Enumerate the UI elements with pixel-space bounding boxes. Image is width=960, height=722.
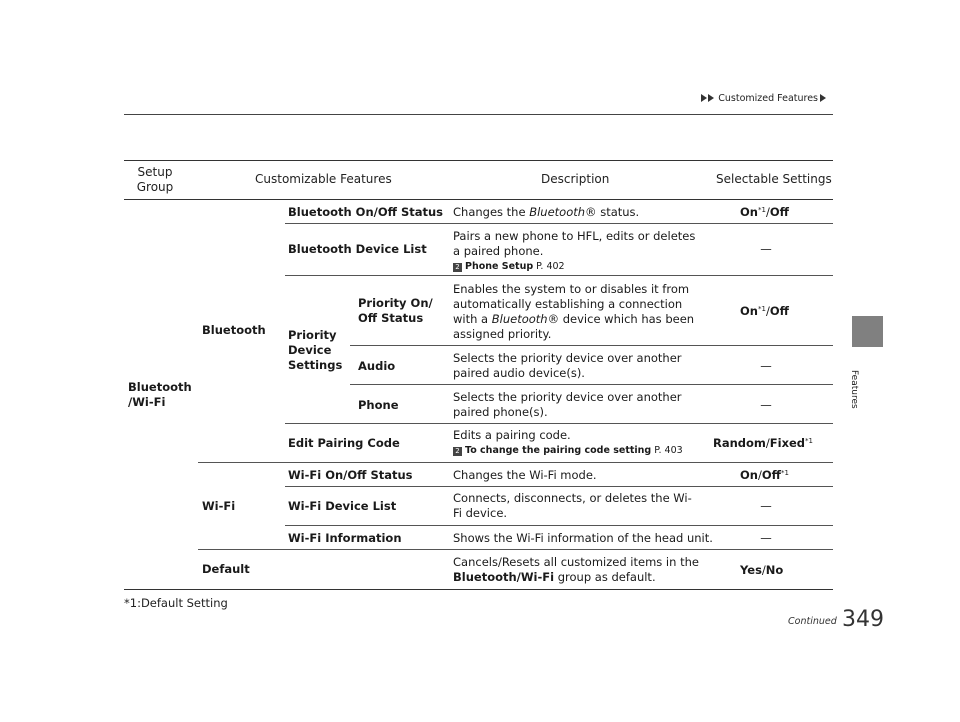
feature-wifi-information: Wi-Fi Information [288,531,402,545]
feature-priority-audio: Audio [358,359,396,373]
desc-bluetooth-status: Changes the Bluetooth® status. [453,205,640,219]
feature-bluetooth-status: Bluetooth On/Off Status [288,205,444,219]
group-bluetooth-wifi: Bluetooth /Wi-Fi [128,380,192,409]
row-divider [285,486,833,487]
page-number: 349 [842,607,884,632]
subgroup-wifi: Wi-Fi [202,499,236,513]
breadcrumb-arrow-icon [708,94,714,102]
desc-default: Cancels/Resets all customized items in the Bluetooth/Wi-Fi group as default. [453,555,699,584]
setting-bluetooth-device-list: — [760,242,772,256]
footnote: *1:Default Setting [124,596,228,610]
breadcrumb-arrow-icon [820,94,826,102]
setting-wifi-device-list: — [760,499,772,513]
priority-device-settings: Priority Device Settings [288,328,343,372]
setting-priority-audio: — [760,359,772,373]
header-customizable-features: Customizable Features [255,172,392,186]
header-setup-group: Setup Group [136,165,174,194]
desc-priority-audio: Selects the priority device over another paired audio device(s). [453,351,682,380]
desc-bluetooth-device-list: Pairs a new phone to HFL, edits or deletes a paired phone. 2 Phone Setup P. 402 [453,229,696,272]
reference-arrow-icon: 2 [453,263,462,272]
desc-wifi-status: Changes the Wi-Fi mode. [453,468,597,482]
feature-priority-phone: Phone [358,398,399,412]
setting-bluetooth-status: On$^{*1}$/Off [740,205,789,219]
row-divider [285,223,833,224]
breadcrumb [0,93,827,104]
row-divider [285,525,833,526]
row-divider [285,275,833,276]
table-bottom-rule [124,589,833,590]
setting-priority-onoff: On$^{*1}$/Off [740,304,789,318]
reference-arrow-icon: 2 [453,447,462,456]
row-divider [350,345,833,346]
subgroup-bluetooth: Bluetooth [202,323,266,337]
setting-default: Yes/No [740,563,784,577]
feature-wifi-device-list: Wi-Fi Device List [288,499,397,513]
header-description: Description [541,172,610,186]
desc-wifi-information: Shows the Wi-Fi information of the head unit. [453,531,713,545]
feature-edit-pairing-code: Edit Pairing Code [288,436,400,450]
feature-wifi-status: Wi-Fi On/Off Status [288,468,413,482]
desc-priority-onoff: Enables the system to or disables it from automatically establishing a connection with a Bluetooth® device which has been assigned priority. [453,282,695,341]
desc-priority-phone: Selects the priority device over another paired phone(s). [453,390,682,419]
feature-bluetooth-device-list: Bluetooth Device List [288,242,427,256]
subgroup-default: Default [202,562,250,576]
section-tab-marker [852,316,883,347]
desc-edit-pairing-code: Edits a pairing code. 2 To change the pairing code setting P. 403 [453,428,683,456]
row-divider [198,549,833,550]
table-header-rule [124,199,833,200]
breadcrumb-arrow-icon [701,94,707,102]
continued-label: Continued [788,616,837,627]
row-divider [198,462,833,463]
setting-wifi-information: — [760,531,772,545]
link-phone-setup[interactable]: Phone Setup [465,261,534,272]
header-selectable-settings: Selectable Settings [716,172,832,186]
feature-priority-onoff: Priority On/ Off Status [358,296,433,325]
row-divider [350,384,833,385]
header-rule [124,114,833,115]
table-top-rule [124,160,833,161]
setting-wifi-status: On/Off$^{*1}$ [740,468,789,482]
row-divider [285,423,833,424]
setting-priority-phone: — [760,398,772,412]
section-tab-label: Features [849,370,859,409]
breadcrumb-label: Customized Features [718,93,818,104]
desc-wifi-device-list: Connects, disconnects, or deletes the Wi-Fi device. [453,491,692,520]
link-pairing-code-setting[interactable]: To change the pairing code setting [465,445,652,456]
setting-edit-pairing-code: Random/Fixed$^{*1}$ [713,436,814,450]
